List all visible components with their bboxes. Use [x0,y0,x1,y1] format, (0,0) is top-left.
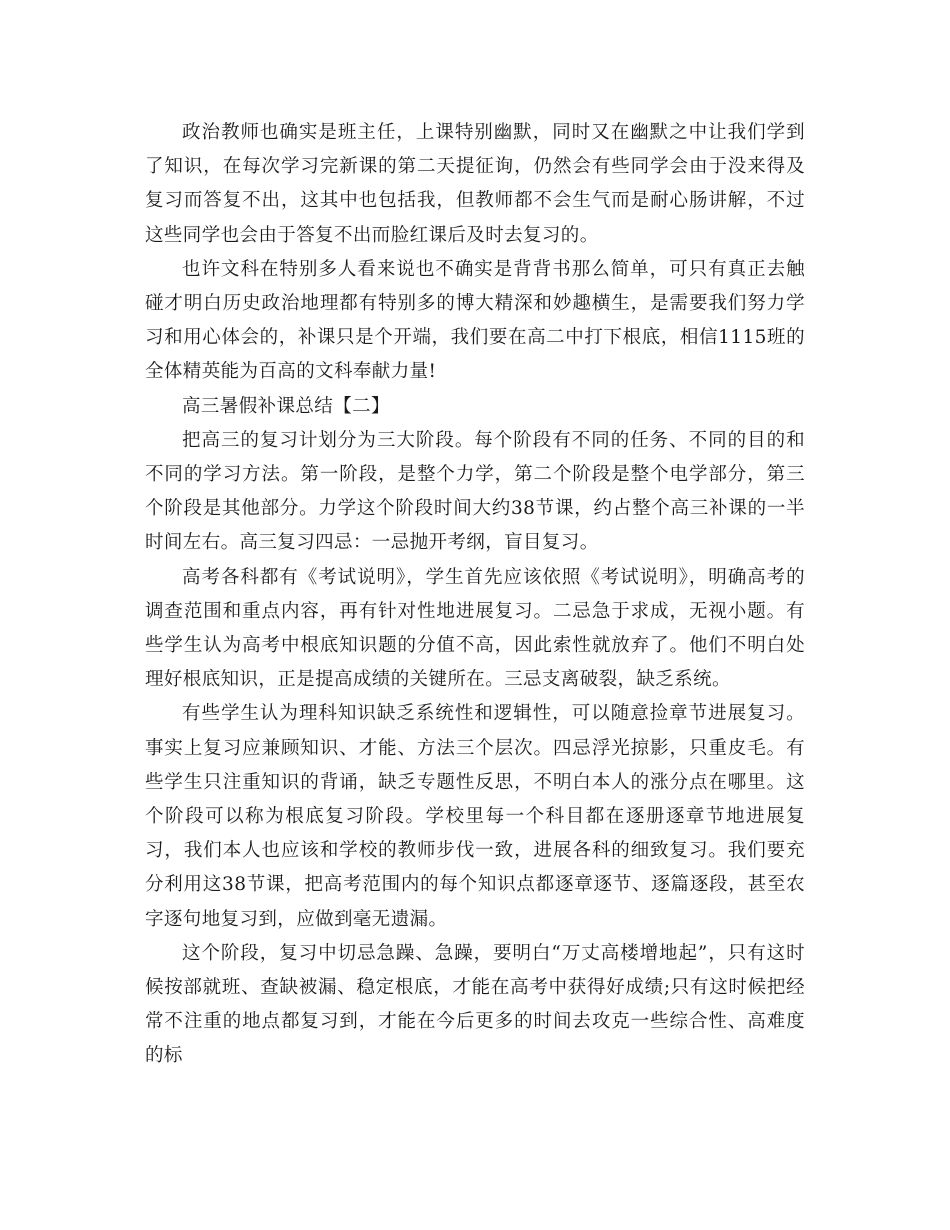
paragraph-2: 也许文科在特别多人看来说也不确实是背背书那么简单，可只有真正去触碰才明白历史政治地理都有特别多的博大精深和妙趣横生，是需要我们努力学习和用心体会的，补课只是个开端，我们要在高二中打下根底，相信1115班的全体精英能为百高的文科奉献力量! [145,258,805,383]
paragraph-6: 这个阶段，复习中切忌急躁、急躁，要明白“万丈高楼增地起”，只有这时候按部就班、查缺被漏、稳定根底，才能在高考中获得好成绩;只有这时候把经常不注重的地点都复习到，才能在今后更多的时间去攻克一些综合性、高难度的标 [145,942,805,1067]
paragraph-5: 有些学生认为理科知识缺乏系统性和逻辑性，可以随意捡章节进展复习。事实上复习应兼顾知识、才能、方法三个层次。四忌浮光掠影，只重皮毛。有些学生只注重知识的背诵，缺乏专题性反思，不明白本人的涨分点在哪里。这个阶段可以称为根底复习阶段。学校里每一个科目都在逐册逐章节地进展复习，我们本人也应该和学校的教师步伐一致，进展各科的细致复习。我们要充分利用这38节课，把高考范围内的每个知识点都逐章逐节、逐篇逐段，甚至农字逐句地复习到，应做到毫无遗漏。 [145,703,805,930]
paragraph-1: 政治教师也确实是班主任，上课特别幽默，同时又在幽默之中让我们学到了知识，在每次学习完新课的第二天提征询，仍然会有些同学会由于没来得及复习而答复不出，这其中也包括我，但教师都不会生气而是耐心肠讲解，不过这些同学也会由于答复不出而脸红课后及时去复习的。 [145,122,805,246]
paragraph-4: 高考各科都有《考试说明》，学生首先应该依照《考试说明》，明确高考的调查范围和重点内容，再有针对性地进展复习。二忌急于求成，无视小题。有些学生认为高考中根底知识题的分值不高，因此索性就放弃了。他们不明白处理好根底知识，正是提高成绩的关键所在。三忌支离破裂，缺乏系统。 [145,566,805,691]
document-body [145,116,805,1074]
section-heading: 高三暑假补课总结【二】 [182,395,390,417]
paragraph-3: 把高三的复习计划分为三大阶段。每个阶段有不同的任务、不同的目的和不同的学习方法。第一阶段，是整个力学，第二个阶段是整个电学部分，第三个阶段是其他部分。力学这个阶段时间大约38节课，约占整个高三补课的一半时间左右。高三复习四忌：一忌抛开考纲，盲目复习。 [145,429,805,554]
